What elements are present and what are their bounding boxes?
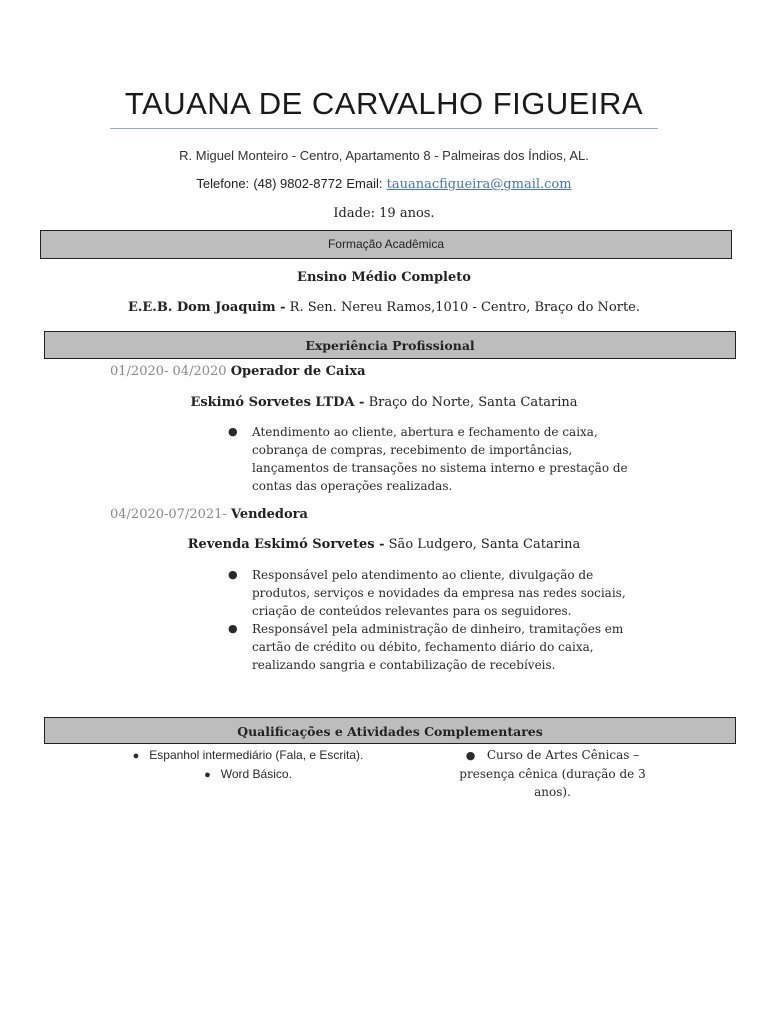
list-item: ● Responsável pela administração de dinheiro, tramitações em cartão de crédito ou débito, fechamento diário do caixa, realizando sangria e contabilização de recebíveis. — [228, 622, 624, 672]
list-item: ● Responsável pelo atendimento ao cliente, divulgação de produtos, serviços e novidades da empresa nas redes sociais, criação de conteúdos relevantes para os seguidores. — [228, 568, 626, 618]
list-item: ● Curso de Artes Cênicas – presença cênica (duração de 3 anos). — [459, 748, 646, 799]
qualifications-left — [128, 746, 368, 784]
job-1-header — [110, 364, 366, 379]
phone-number: (48) 9802-8772 — [253, 176, 343, 191]
job-1-bullets — [228, 423, 648, 495]
job-1-role: Operador de Caixa — [230, 364, 366, 379]
job-1-dates: 01/2020- 04/2020 — [110, 364, 227, 379]
contact-line — [0, 176, 768, 192]
school-name: E.E.B. Dom Joaquim - — [127, 300, 286, 315]
job-2-company: Revenda Eskimó Sorvetes - — [187, 537, 385, 552]
address: R. Miguel Monteiro - Centro, Apartamento 8 - Palmeiras dos Índios, AL. — [179, 148, 589, 163]
list-item: ● Espanhol intermediário (Fala, e Escrita). — [132, 748, 364, 762]
bullet-icon: ● — [204, 769, 211, 781]
email-link[interactable]: tauanacfigueira@gmail.com — [386, 177, 572, 192]
bullet-icon: ● — [228, 425, 238, 438]
bullet-icon: ● — [228, 622, 238, 635]
job-1-company: Eskimó Sorvetes LTDA - — [190, 395, 365, 410]
job-1-company-line — [0, 395, 768, 410]
list-item: ● Atendimento ao cliente, abertura e fechamento de caixa, cobrança de compras, recebimento de importâncias, lançamentos de transações no sistema interno e prestação de contas das operações realizadas. — [228, 425, 628, 493]
job-2-bullets — [228, 566, 648, 674]
resume-name: TAUANA DE CARVALHO FIGUEIRA — [124, 86, 644, 121]
bullet-icon: ● — [132, 750, 140, 762]
qualifications-heading: Qualificações e Atividades Complementares — [44, 717, 736, 744]
email-label: Email: — [346, 176, 383, 191]
education-school-line — [0, 300, 768, 315]
age: Idade: 19 anos. — [333, 206, 435, 221]
education-heading: Formação Acadêmica — [40, 230, 732, 259]
school-address: R. Sen. Nereu Ramos,1010 - Centro, Braço do Norte. — [289, 300, 641, 315]
phone-label: Telefone: — [196, 176, 250, 191]
list-item: ● Word Básico. — [204, 767, 292, 781]
experience-heading: Experiência Profissional — [44, 331, 736, 359]
qualifications-right — [445, 746, 660, 801]
bullet-icon: ● — [465, 749, 476, 762]
job-2-role: Vendedora — [230, 507, 308, 522]
job-2-header — [110, 507, 308, 522]
job-2-location: São Ludgero, Santa Catarina — [388, 537, 581, 552]
bullet-icon: ● — [228, 568, 238, 581]
title-divider — [110, 128, 658, 129]
job-2-company-line — [0, 537, 768, 552]
job-2-dates: 04/2020-07/2021- — [110, 507, 227, 522]
job-1-location: Braço do Norte, Santa Catarina — [368, 395, 578, 410]
education-degree: Ensino Médio Completo — [297, 270, 471, 285]
